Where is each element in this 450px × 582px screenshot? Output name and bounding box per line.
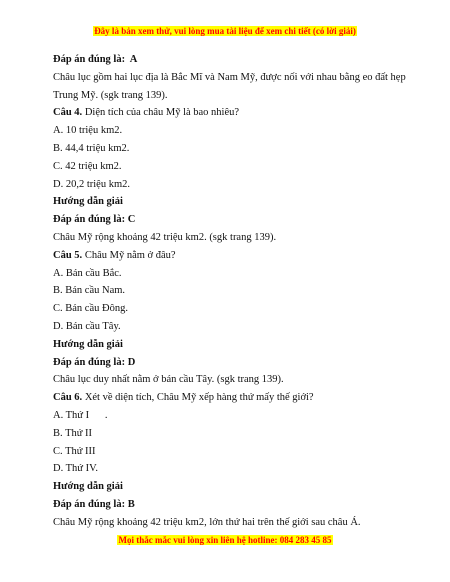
q4-guide-heading: Hướng dẫn giải (53, 196, 123, 208)
q5-answer: Đáp án đúng là: D (53, 356, 136, 368)
q4-text: Diện tích của châu Mỹ là bao nhiêu? (84, 107, 240, 119)
q5-question (53, 247, 413, 265)
q4-option-a: A. 10 triệu km2. (53, 125, 123, 137)
q3-answer-value: A (129, 54, 138, 65)
q5-option-b: B. Bán cầu Nam. (53, 285, 126, 297)
q5-guide-heading: Hướng dẫn giải (53, 338, 123, 350)
q5-option-c: C. Bán cầu Đông. (53, 303, 128, 315)
q5-explanation: Châu lục duy nhất nằm ở bán cầu Tây. (sgk trang 139). (53, 374, 284, 386)
q4-answer: Đáp án đúng là: C (53, 214, 136, 226)
q6-option-d: D. Thứ IV. (53, 463, 98, 475)
q6-option-a: A. Thứ I . (53, 409, 108, 421)
q4-option-d: D. 20,2 triệu km2. (53, 178, 130, 190)
q6-question (53, 389, 413, 407)
q4-option-b: B. 44,4 triệu km2. (53, 142, 130, 154)
q5-text: Châu Mỹ nằm ở đâu? (84, 249, 176, 261)
q6-text: Xét về diện tích, Châu Mỹ xếp hàng thứ mấy thế giới? (84, 392, 314, 404)
hotline-notice-banner (0, 535, 450, 546)
preview-notice-text: Đây là bản xem thử, vui lòng mua tài liệu để xem chi tiết (có lời giải) (94, 26, 356, 36)
q5-label: Câu 5. (53, 249, 83, 261)
q3-answer-line (53, 51, 413, 69)
q4-option-c: C. 42 triệu km2. (53, 160, 122, 172)
document-body (53, 51, 413, 532)
hotline-notice-text: Mọi thắc mắc vui lòng xin liên hệ hotline: 084 283 45 85 (118, 535, 332, 545)
q4-question (53, 104, 413, 122)
q4-label: Câu 4. (53, 107, 83, 119)
q5-option-a: A. Bán cầu Bắc. (53, 267, 122, 279)
q6-answer: Đáp án đúng là: B (53, 498, 135, 510)
q5-option-d: D. Bán cầu Tây. (53, 320, 121, 332)
q6-guide-heading: Hướng dẫn giải (53, 481, 123, 493)
q6-label: Câu 6. (53, 392, 83, 404)
q3-explanation: Châu lục gồm hai lục địa là Bắc Mĩ và Nam Mỹ, được nối với nhau bằng eo đất hẹp Trung Mỹ. (sgk trang 139). (53, 71, 406, 101)
q4-explanation: Châu Mỹ rộng khoảng 42 triệu km2. (sgk trang 139). (53, 231, 277, 243)
q3-answer-label: Đáp án đúng là: (53, 54, 126, 65)
preview-notice-banner (0, 26, 450, 37)
q6-option-b: B. Thứ II (53, 427, 93, 439)
q6-explanation: Châu Mỹ rộng khoảng 42 triệu km2, lớn thứ hai trên thế giới sau châu Á. (53, 516, 361, 528)
q6-option-c: C. Thứ III (53, 445, 96, 457)
